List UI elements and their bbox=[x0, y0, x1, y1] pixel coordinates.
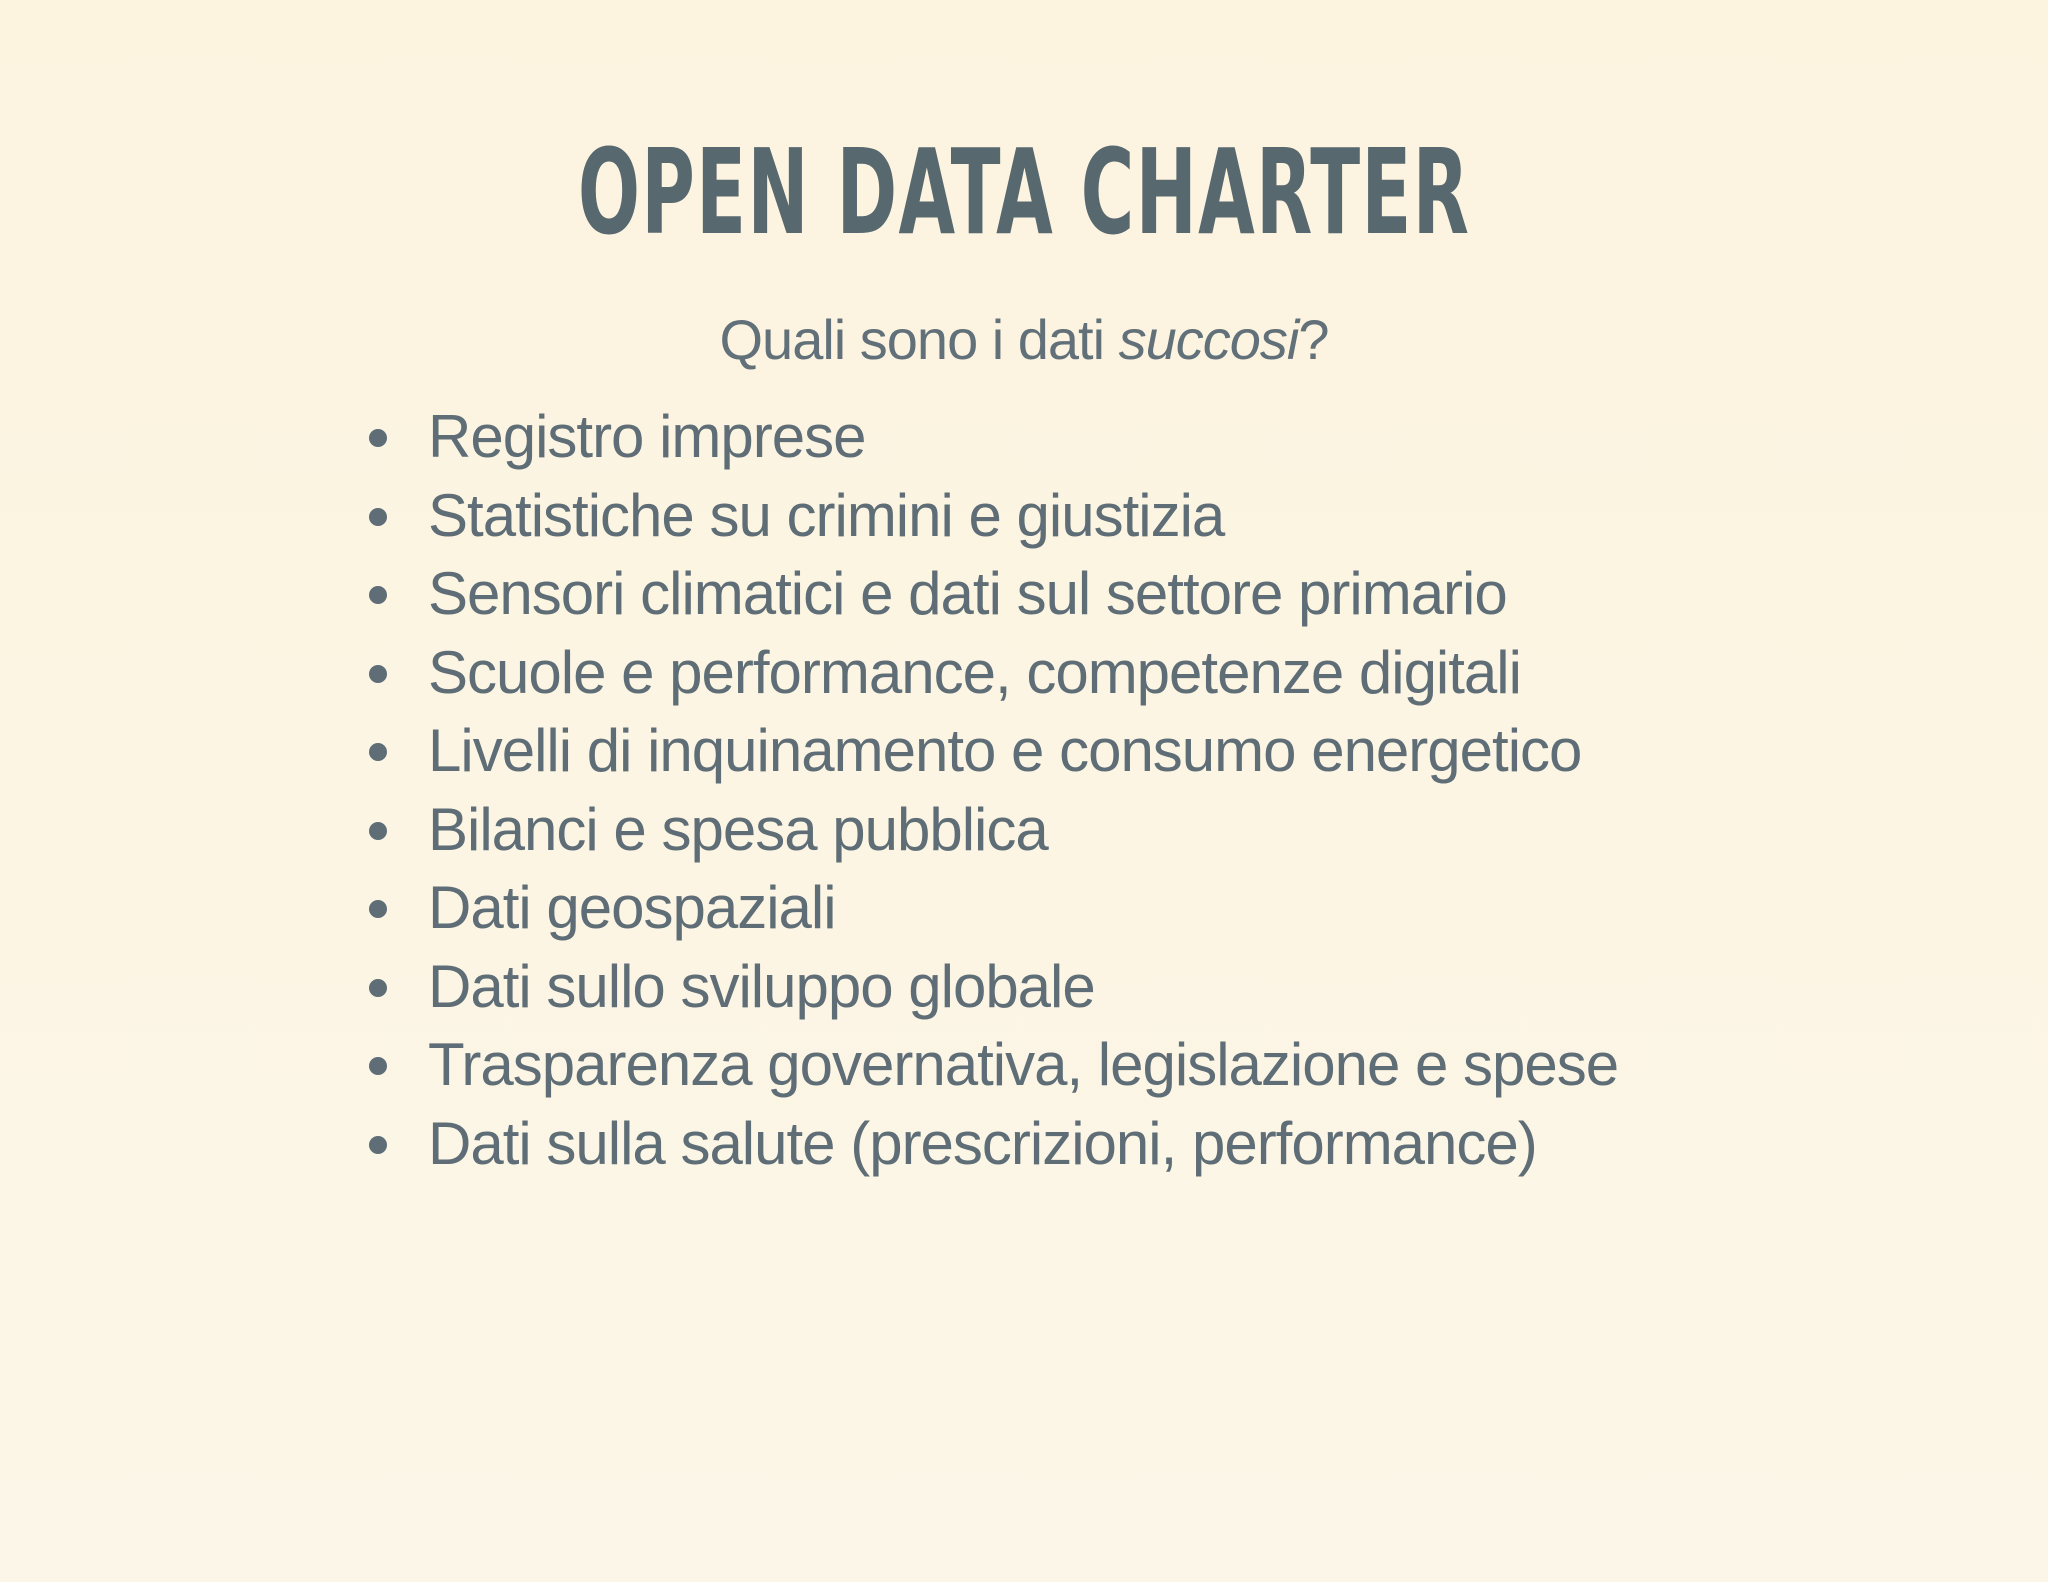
list-item-label: Dati sulla salute (prescrizioni, performance) bbox=[428, 1109, 1537, 1177]
slide-subtitle bbox=[0, 305, 2048, 375]
list-item bbox=[360, 555, 1740, 634]
bullet-icon bbox=[369, 900, 387, 918]
list-item-label: Bilanci e spesa pubblica bbox=[428, 795, 1048, 863]
list-item bbox=[360, 477, 1740, 556]
list-item bbox=[360, 712, 1740, 791]
list-item bbox=[360, 1026, 1740, 1105]
list-item-label: Statistiche su crimini e giustizia bbox=[428, 481, 1225, 549]
bullet-icon bbox=[369, 429, 387, 447]
subtitle-text: Quali sono i dati bbox=[719, 308, 1119, 371]
bullet-icon bbox=[369, 508, 387, 526]
bullet-icon bbox=[369, 743, 387, 761]
list-item bbox=[360, 398, 1740, 477]
list-item bbox=[360, 948, 1740, 1027]
list-item bbox=[360, 1105, 1740, 1184]
list-item-label: Scuole e performance, competenze digitali bbox=[428, 638, 1521, 706]
list-item bbox=[360, 634, 1740, 713]
bullet-list bbox=[360, 398, 1740, 1183]
bullet-icon bbox=[369, 1057, 387, 1075]
bullet-icon bbox=[369, 979, 387, 997]
list-item-label: Livelli di inquinamento e consumo energetico bbox=[428, 717, 1582, 784]
list-item bbox=[360, 791, 1740, 870]
list-item-label: Registro imprese bbox=[428, 403, 866, 470]
subtitle-suffix: ? bbox=[1298, 308, 1329, 371]
slide-title: OPEN DATA CHARTER bbox=[577, 123, 1471, 261]
bullet-icon bbox=[369, 822, 387, 840]
list-item-label: Dati sullo sviluppo globale bbox=[428, 952, 1095, 1020]
list-item-label: Trasparenza governativa, legislazione e spese bbox=[428, 1031, 1619, 1098]
list-item-label: Dati geospaziali bbox=[428, 874, 836, 941]
bullet-icon bbox=[369, 586, 387, 604]
bullet-icon bbox=[369, 1136, 387, 1154]
subtitle-emphasis: succosi bbox=[1118, 308, 1299, 371]
list-item-label: Sensori climatici e dati sul settore primario bbox=[428, 560, 1507, 627]
bullet-icon bbox=[369, 665, 387, 683]
list-item bbox=[360, 869, 1740, 948]
